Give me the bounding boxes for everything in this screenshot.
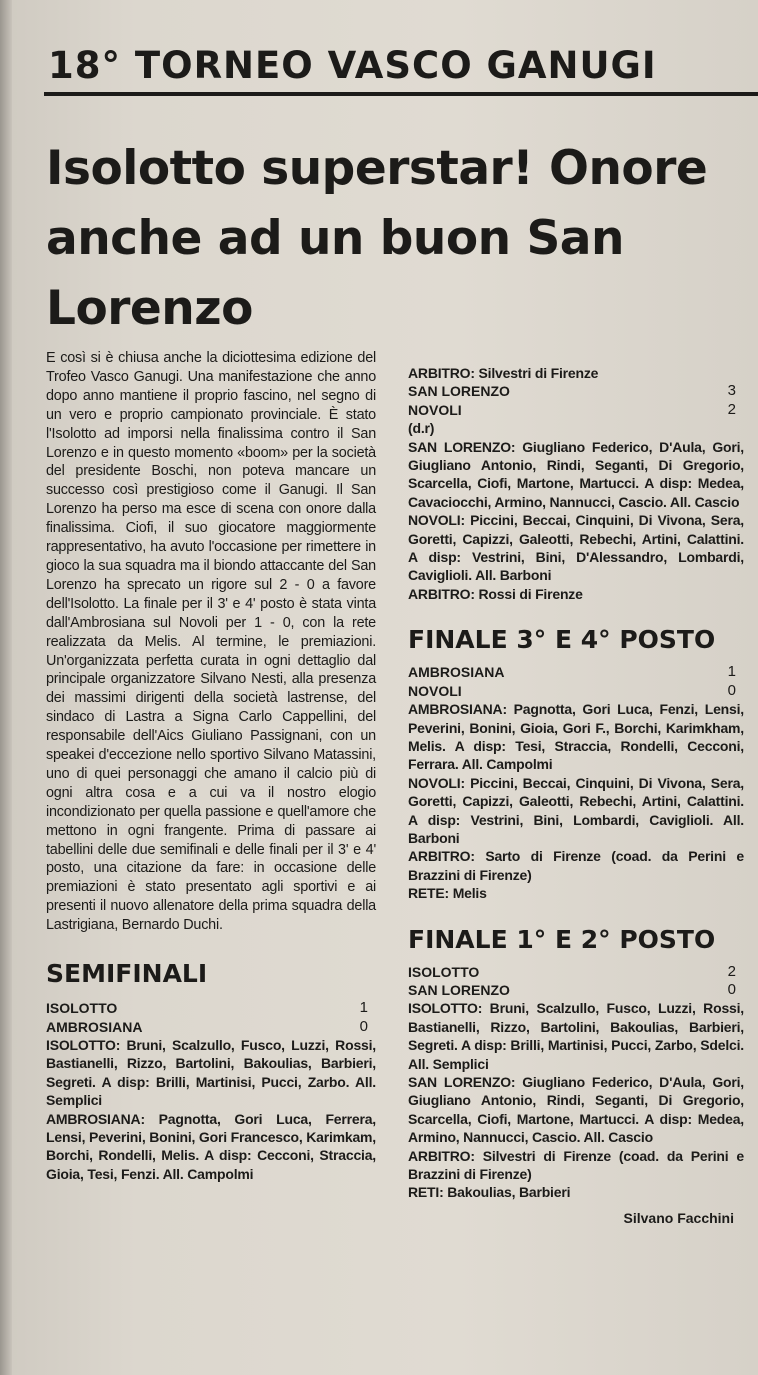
lineup: SAN LORENZO: Giugliano Federico, D'Aula, Gori, Giugliano Antonio, Rindi, Seganti, Di Gregorio, Scarcella, Ciofi, Martone, Martucci. A disp: Medea, Armino, Nannucci, Cascio. All. Cascio	[408, 1074, 744, 1146]
finale-34-title: FINALE 3° E 4° POSTO	[408, 625, 716, 655]
team-score: 0	[727, 681, 736, 699]
team-name: SAN LORENZO	[408, 383, 510, 400]
team-name: NOVOLI	[408, 682, 462, 699]
team-score: 1	[359, 999, 368, 1017]
lineup: AMBROSIANA: Pagnotta, Gori Luca, Fenzi, Lensi, Peverini, Bonini, Gioia, Gori F., Borchi, Karimkham, Melis. A disp: Tesi, Straccia, Rondelli, Cecconi, Ferrara. All. Campolmi	[408, 701, 744, 773]
team-name: ISOLOTTO	[408, 963, 480, 980]
lineup: NOVOLI: Piccini, Beccai, Cinquini, Di Vivona, Sera, Goretti, Capizzi, Galeotti, Rebechi, Artini, Calattini. A disp: Vestrini, Bini, Lombardi, Caviglioli. All. Barboni	[408, 774, 744, 846]
article-headline: Isolotto superstar! Onore anche ad un buon San Lorenzo	[46, 141, 708, 336]
lineup: SAN LORENZO: Giugliano Federico, D'Aula, Gori, Giugliano Antonio, Rindi, Seganti, Di Gregorio, Scarcella, Ciofi, Martone, Martucci. A disp: Medea, Cavaciocchi, Armino, Nannucci, Cascio. All. Cascio	[408, 438, 744, 510]
referee: ARBITRO: Silvestri di Firenze	[408, 365, 599, 381]
semifinali-title: SEMIFINALI	[46, 959, 208, 989]
team-name: AMBROSIANA	[46, 1018, 143, 1035]
lineup: NOVOLI: Piccini, Beccai, Cinquini, Di Vivona, Sera, Goretti, Capizzi, Galeotti, Rebechi, Artini, Calattini. A disp: Vestrini, Bini, D'Alessandro, Lombardi, Caviglioli. All. Barboni	[408, 512, 744, 584]
finale-12-title: FINALE 1° E 2° POSTO	[408, 924, 716, 954]
section-header	[44, 40, 744, 98]
lineup: ISOLOTTO: Bruni, Scalzullo, Fusco, Luzzi, Rossi, Bastianelli, Rizzo, Bartolini, Bakoulias, Barbieri, Segreti. A disp: Brilli, Martinisi, Pucci, Zarbo. All. Semplici	[46, 1036, 376, 1109]
score-row	[408, 663, 744, 681]
score-row	[408, 963, 744, 981]
score-row	[408, 981, 744, 999]
right-column	[408, 364, 744, 1228]
goals: RETI: Bakoulias, Barbieri	[408, 1184, 571, 1201]
team-score: 1	[727, 663, 736, 681]
section-header-title: 18° TORNEO VASCO GANUGI	[48, 44, 657, 87]
score-row	[46, 999, 376, 1017]
team-score: 2	[727, 962, 736, 980]
team-name: ISOLOTTO	[46, 1000, 118, 1017]
score-row	[408, 401, 744, 419]
goals: RETE: Melis	[408, 885, 487, 902]
left-column	[46, 349, 376, 1183]
team-score: 0	[359, 1017, 368, 1035]
header-rule	[44, 92, 758, 96]
score-row	[408, 382, 744, 400]
article-intro: E così si è chiusa anche la diciottesima edizione del Trofeo Vasco Ganugi. Una manifestazione che anno dopo anno mantiene il proprio fascino, nel segno di un vero e proprio campionato provinciale. È stato l'Isolotto ad imporsi nella finalissima contro il San Lorenzo e in questo momento «boom» per la società del presidente Boschi, non poteva mancare un successo così prestigioso come il Ganugi. Il San Lorenzo ha perso ma esce di scena con onore dalla finalissima. Ciofi, il suo giocatore maggiormente rappresentativo, ha avuto l'occasione per rimettere in gioco la sua squadra ma il biondo attaccante del San Lorenzo ha sprecato un rigore sul 2 - 0 a favore dell'Isolotto. La finale per il 3' e 4' posto è stata vinta dall'Ambrosiana sul Novoli per 1 - 0, con la rete realizzata da Melis. Al termine, le premiazioni. Un'organizzata perfetta curata in ogni dettaglio dal principale organizzatore Silvano Nesti, alla presenza dei massimi dirigenti della società lastrense, del sindaco di Lastra a Signa Carlo Cappellini, del responsabile dell'Aics Giuliano Passignani, con un speakei d'eccezione nello sportivo Silvano Matassini, uno di quei personaggi che amano il calcio più di ogni altra cosa e a cui va il nostro elogio incondizionato per quella passione e quell'amore che mettono in ogni frangente. Prima di passare ai tabellini delle due semifinali e delle finali per il 3' e 4' posto, una citazione da fare: in occasione delle premiazioni è stato presentato agli sportivi e ai presenti il nuovo allenatore della prima squadra della Lastrigiana, Bernardo Duchi.	[46, 350, 376, 934]
referee: ARBITRO: Rossi di Firenze	[408, 585, 583, 602]
referee: ARBITRO: Sarto di Firenze (coad. da Perini e Brazzini di Firenze)	[408, 848, 744, 883]
team-score: 2	[727, 400, 736, 418]
team-name: NOVOLI	[408, 401, 462, 418]
team-name: AMBROSIANA	[408, 664, 505, 681]
score-row	[408, 682, 744, 700]
lineup: AMBROSIANA: Pagnotta, Gori Luca, Ferrera, Lensi, Peverini, Bonini, Gori Francesco, Karimkam, Borchi, Rondelli, Melis. A disp: Cecconi, Straccia, Gioia, Tesi, Fenzi. All. Campolmi	[46, 1110, 376, 1182]
score-row	[46, 1018, 376, 1036]
team-score: 3	[727, 382, 736, 400]
match-note: (d.r)	[408, 420, 435, 437]
referee: ARBITRO: Silvestri di Firenze (coad. da Perini e Brazzini di Firenze)	[408, 1147, 744, 1183]
page-binding-shadow	[0, 0, 12, 1375]
lineup: ISOLOTTO: Bruni, Scalzullo, Fusco, Luzzi, Rossi, Bastianelli, Rizzo, Bartolini, Bakoulias, Barbieri, Segreti. A disp: Brilli, Martinisi, Pucci, Zarbo, Sdelci. All. Semplici	[408, 1000, 744, 1072]
author-signature: Silvano Facchini	[623, 1209, 734, 1226]
team-score: 0	[727, 980, 736, 998]
team-name: SAN LORENZO	[408, 981, 510, 998]
